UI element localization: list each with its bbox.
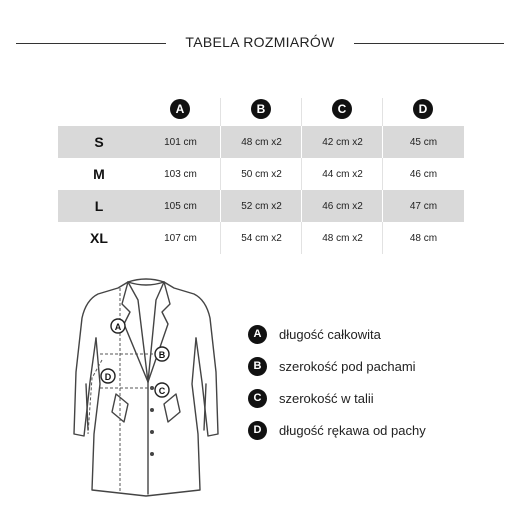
- column-divider: [220, 190, 221, 222]
- title-row: [0, 34, 520, 54]
- column-divider: [301, 98, 302, 126]
- legend-item: [248, 318, 508, 350]
- coat-button: [150, 452, 154, 456]
- legend-item: [248, 414, 508, 446]
- column-badge-a: A: [170, 99, 190, 119]
- table-row: [58, 222, 464, 254]
- legend-label: długość rękawa od pachy: [279, 422, 426, 438]
- title-divider-right: [354, 43, 504, 44]
- coat-buttons: [150, 386, 154, 456]
- legend-item: [248, 350, 508, 382]
- value-c: 44 cm x2: [322, 168, 363, 180]
- marker-b-label: B: [158, 350, 166, 360]
- size-label: S: [94, 134, 104, 150]
- column-divider: [301, 190, 302, 222]
- value-a: 101 cm: [164, 136, 197, 148]
- value-b: 50 cm x2: [241, 168, 282, 180]
- column-divider: [220, 126, 221, 158]
- marker-a-label: A: [114, 322, 122, 332]
- column-badge-b: B: [251, 99, 271, 119]
- legend-badge-c: C: [248, 389, 267, 408]
- column-divider: [301, 158, 302, 190]
- size-label: L: [94, 198, 104, 214]
- legend-badge-b: B: [248, 357, 267, 376]
- legend-badge-d: D: [248, 421, 267, 440]
- column-divider: [301, 126, 302, 158]
- legend-label: szerokość w talii: [279, 390, 374, 406]
- measurement-legend: [248, 318, 508, 446]
- title-divider-left: [16, 43, 166, 44]
- value-d: 47 cm: [409, 200, 438, 212]
- column-divider: [382, 190, 383, 222]
- column-badge-c: C: [332, 99, 352, 119]
- column-divider: [220, 98, 221, 126]
- value-a: 107 cm: [164, 232, 197, 244]
- value-d: 45 cm: [409, 136, 438, 148]
- coat-button: [150, 408, 154, 412]
- column-divider: [382, 158, 383, 190]
- table-row: [58, 126, 464, 158]
- value-b: 54 cm x2: [241, 232, 282, 244]
- value-c: 46 cm x2: [322, 200, 363, 212]
- column-divider: [382, 98, 383, 126]
- value-c: 48 cm x2: [322, 232, 363, 244]
- diagram-markers: [101, 319, 169, 397]
- column-divider: [220, 222, 221, 254]
- legend-item: [248, 382, 508, 414]
- column-divider: [301, 222, 302, 254]
- value-d: 48 cm: [409, 232, 438, 244]
- marker-c-label: C: [158, 386, 166, 396]
- value-a: 103 cm: [164, 168, 197, 180]
- value-a: 105 cm: [164, 200, 197, 212]
- value-d: 46 cm: [409, 168, 438, 180]
- table-header: [58, 92, 464, 126]
- coat-diagram: [66, 274, 226, 504]
- column-divider: [220, 158, 221, 190]
- legend-label: szerokość pod pachami: [279, 358, 416, 374]
- page-title: TABELA ROZMIARÓW: [185, 34, 335, 50]
- legend-label: długość całkowita: [279, 326, 381, 342]
- table-row: [58, 190, 464, 222]
- coat-button: [150, 430, 154, 434]
- value-c: 42 cm x2: [322, 136, 363, 148]
- table-row: [58, 158, 464, 190]
- size-table: [58, 92, 464, 254]
- column-divider: [382, 126, 383, 158]
- column-badge-d: D: [413, 99, 433, 119]
- value-b: 52 cm x2: [241, 200, 282, 212]
- value-b: 48 cm x2: [241, 136, 282, 148]
- size-label: XL: [90, 230, 108, 246]
- marker-d-label: D: [104, 372, 112, 382]
- column-divider: [382, 222, 383, 254]
- size-label: M: [93, 166, 105, 182]
- legend-badge-a: A: [248, 325, 267, 344]
